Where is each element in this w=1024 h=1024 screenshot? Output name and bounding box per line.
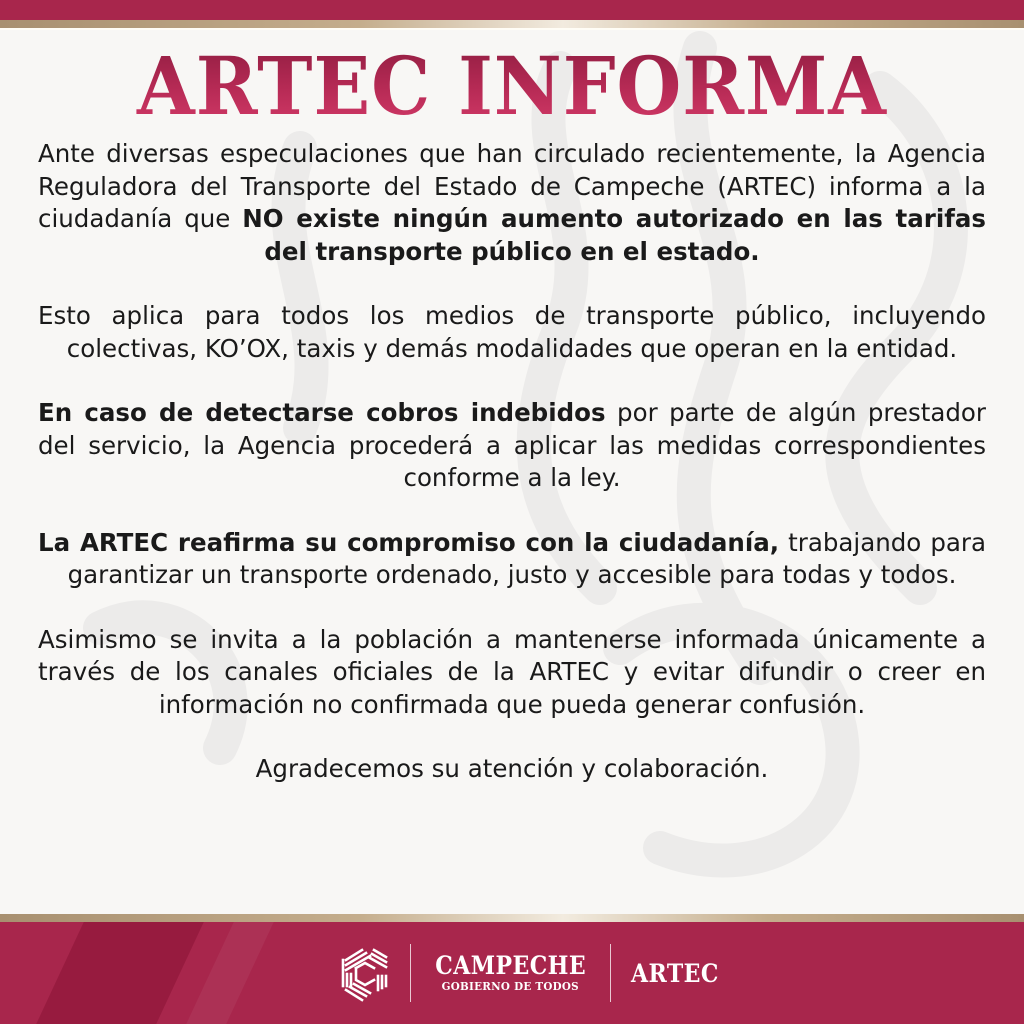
footer-diagonal-shade xyxy=(36,922,204,1024)
enforcement-text: por parte de algún prestador del servicio, la Agencia procederá a aplicar las medidas correspondientes conforme a la ley. xyxy=(38,398,986,492)
top-maroon-band xyxy=(0,0,1024,20)
top-gold-stripe xyxy=(0,20,1024,28)
paragraph-official-channels: Asimismo se invita a la población a mantenerse informada únicamente a través de los canales oficiales de la ARTEC y evitar difundir o creer en información no confirmada que pueda generar confusión. xyxy=(38,624,986,719)
paragraph-enforcement xyxy=(38,397,986,495)
paragraph-scope: Esto aplica para todos los medios de transporte público, incluyendo colectivas, KO’OX, taxis y demás modalidades que operan en la entidad. xyxy=(38,301,986,363)
footer-divider xyxy=(610,944,611,1002)
campeche-brand xyxy=(425,953,596,993)
page-title: ARTEC INFORMA xyxy=(36,38,988,134)
agency-name: ARTEC xyxy=(631,958,720,988)
paragraph-commitment xyxy=(38,527,986,592)
paragraph-thanks: Agradecemos su atención y colaboración. xyxy=(255,754,769,783)
brand-name: CAMPECHE xyxy=(435,951,587,980)
commitment-text: trabajando para garantizar un transporte ordenado, justo y accesible para todas y todos. xyxy=(67,527,987,589)
intro-emphasis: NO existe ningún aumento autorizado en las tarifas del transporte público en el estado. xyxy=(242,204,986,266)
footer-logos xyxy=(334,940,725,1006)
paragraph-intro xyxy=(38,138,986,268)
campeche-hexagon-logo-icon xyxy=(334,940,396,1006)
announcement-body xyxy=(38,138,986,818)
brand-tagline: GOBIERNO DE TODOS xyxy=(442,979,580,993)
bottom-gold-stripe xyxy=(0,914,1024,922)
enforcement-emphasis: En caso de detectarse cobros indebidos xyxy=(38,398,606,427)
footer-divider xyxy=(410,944,411,1002)
commitment-emphasis: La ARTEC reafirma su compromiso con la ciudadanía, xyxy=(38,527,780,557)
footer-diagonal-highlight xyxy=(186,922,274,1024)
intro-text: Ante diversas especulaciones que han circulado recientemente, la Agencia Reguladora del Transporte del Estado de Campeche (ARTEC) informa a la ciudadanía que xyxy=(38,139,986,233)
